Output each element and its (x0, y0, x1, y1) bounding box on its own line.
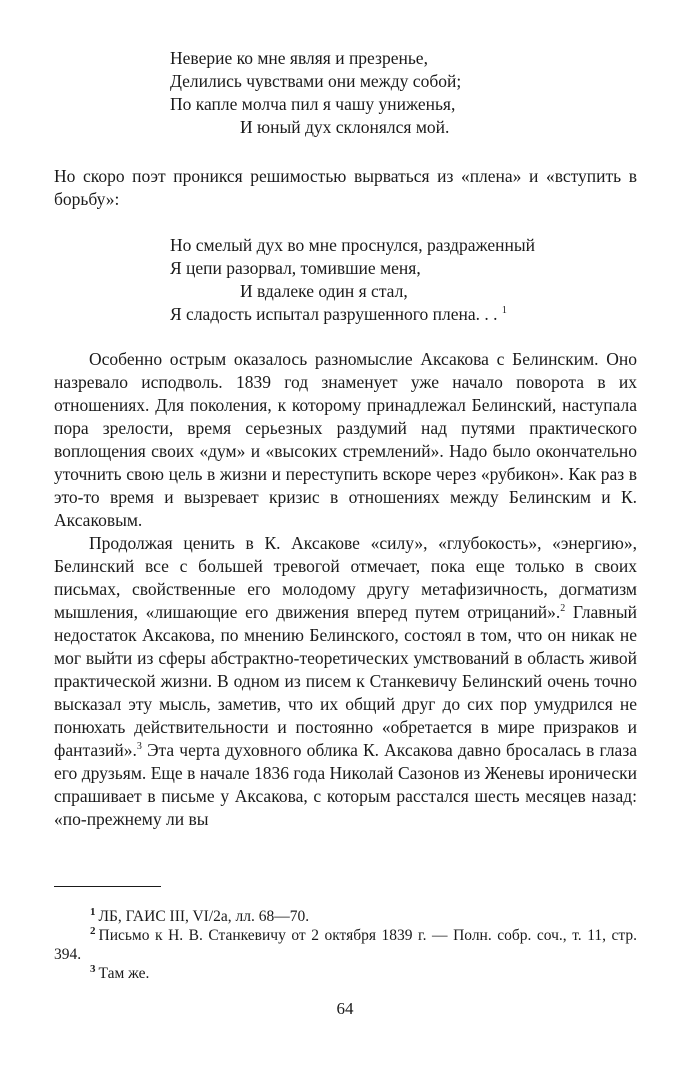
paragraph-2-part-2: Главный недостаток Аксакова, по мнению Белинского, состоял в том, что он никак не мог выйти из сферы абстрактно-теоретических умствований в область живой практической жизни. В одном из писем к Станкевичу Белинский очень точно высказал эту мысль, заметив, что их общий друг до сих пор умудрился не понюхать действительности и постоянно «обретается в мире призраков и фантазий». (54, 602, 637, 760)
verse-line-text: Я сладость испытал разрушенного плена. . . (170, 304, 498, 324)
footnote-number: 1 (90, 905, 96, 918)
footnote-3 (54, 964, 637, 983)
body-text (54, 348, 637, 831)
footnote-ref-2[interactable]: 2 (560, 603, 566, 615)
footnote-text: ЛБ, ГАИС III, VI/2а, лл. 68—70. (98, 908, 310, 925)
intro-paragraph (54, 165, 637, 211)
paragraph-2-part-3: Эта черта духовного облика К. Аксакова давно бросалась в глаза его друзьям. Еще в начале 1836 года Николай Сазонов из Женевы иронически спрашивает в письме у Аксакова, с которым расстался шесть месяцев назад: «по-прежнему ли вы (54, 740, 637, 829)
paragraph-1: Особенно острым оказалось разномыслие Аксакова с Белинским. Оно назревало исподволь. 1839 год знаменует уже начало поворота в их отношениях. Для поколения, к которому принадлежал Белинский, наступала пора зрелости, время серьезных раздумий над путями практического воплощения своих «дум» и «высоких стремлений». Надо было окончательно уточнить свою цель в жизни и переступить вскоре через «рубикон». Как раз в это-то время и вызревает кризис в отношениях между Белинским и К. Аксаковым. (54, 349, 637, 530)
footnote-ref-3[interactable]: 3 (136, 741, 142, 753)
verse-line: И вдалеке один я стал, (240, 281, 408, 301)
footnotes (54, 907, 637, 983)
page-number: 64 (336, 999, 354, 1018)
verse-stanza-1 (170, 47, 461, 139)
verse-line: По капле молча пил я чашу униженья, (170, 94, 456, 114)
footnote-number: 3 (90, 962, 96, 975)
footnote-text: Письмо к Н. В. Станкевичу от 2 октября 1839 г. — Полн. собр. соч., т. 11, стр. 394. (54, 927, 637, 963)
paragraph-2 (54, 532, 637, 831)
verse-line: И юный дух склонялся мой. (240, 117, 450, 137)
verse-line: Но смелый дух во мне проснулся, раздраженный (170, 235, 535, 255)
verse-line: Делились чувствами они между собой; (170, 71, 462, 91)
intro-text: Но скоро поэт проникся решимостью вырваться из «плена» и «вступить в борьбу»: (54, 166, 637, 209)
verse-line: Я цепи разорвал, томившие меня, (170, 258, 421, 278)
footnote-divider (54, 886, 161, 887)
footnote-ref-1[interactable]: 1 (501, 305, 507, 317)
footnote-1 (54, 907, 637, 926)
footnote-2 (54, 926, 637, 964)
footnote-number: 2 (90, 924, 96, 937)
verse-line: Неверие ко мне являя и презренье, (170, 48, 428, 68)
paragraph-2-part-1: Продолжая ценить в К. Аксакове «силу», «глубокость», «энергию», Белинский все с большей тревогой отмечает, пока еще только в своих письмах, свойственные его молодому другу метафизичность, догматизм мышления, «лишающие его движения вперед путем отрицаний». (54, 533, 637, 622)
verse-line-last (170, 303, 535, 326)
footnote-text: Там же. (98, 965, 150, 982)
verse-stanza-2 (170, 234, 535, 326)
